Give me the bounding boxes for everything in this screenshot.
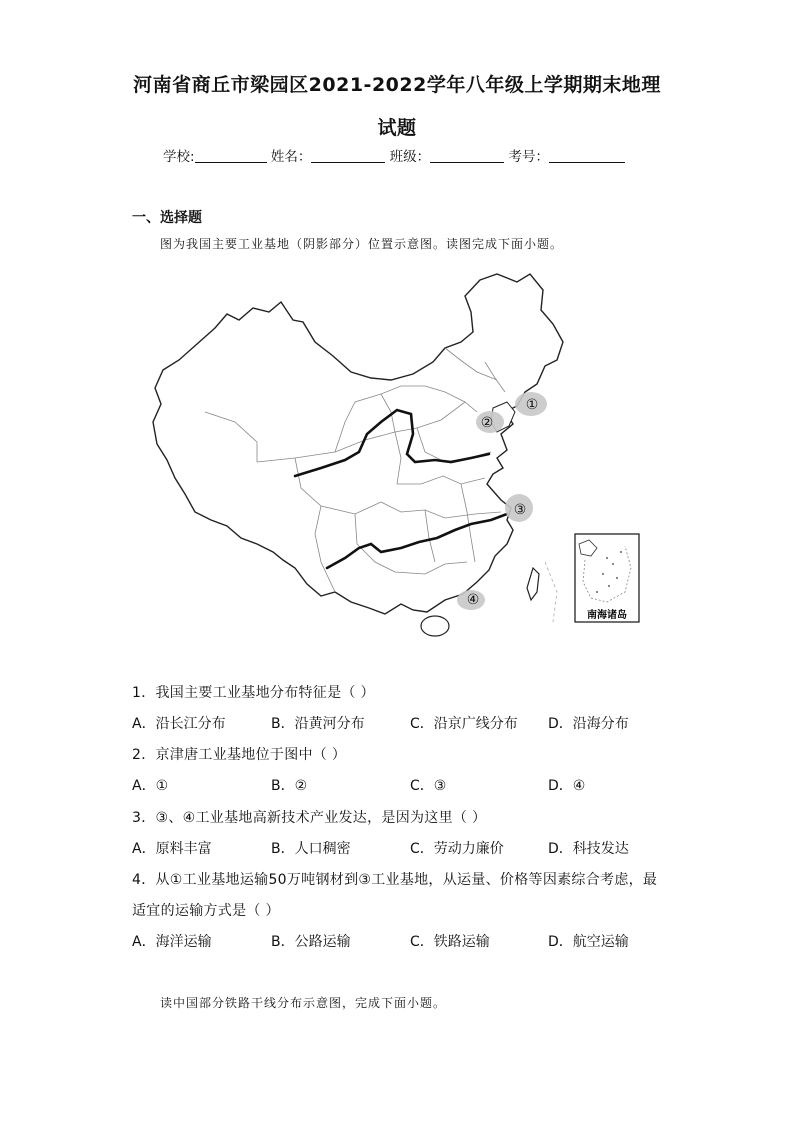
q2-option-a[interactable]: A．① [132, 778, 169, 794]
q4-option-b[interactable]: B．公路运输 [271, 934, 351, 950]
school-label: 学校: [163, 149, 195, 165]
question-4-stem-cont: 适宜的运输方式是（ ） [132, 903, 280, 919]
school-blank[interactable] [195, 149, 267, 163]
marker-3: ③ [513, 502, 527, 518]
q1-option-c[interactable]: C．沿京广线分布 [410, 716, 518, 732]
class-blank[interactable] [430, 149, 504, 163]
marker-1: ① [525, 397, 539, 413]
q4-option-d[interactable]: D．航空运输 [548, 934, 629, 950]
q3-option-c[interactable]: C．劳动力廉价 [410, 841, 504, 857]
question-4-stem: 4．从①工业基地运输50万吨钢材到③工业基地，从运量、价格等因素综合考虑，最 [132, 872, 658, 888]
marker-2: ② [480, 415, 494, 431]
china-outline [153, 274, 563, 614]
question-intro: 图为我国主要工业基地（阴影部分）位置示意图。读图完成下面小题。 [160, 237, 564, 251]
china-map-svg [145, 262, 645, 662]
q1-option-a[interactable]: A．沿长江分布 [132, 716, 226, 732]
question-2-stem: 2．京津唐工业基地位于图中（ ） [132, 747, 347, 763]
question-1-stem: 1．我国主要工业基地分布特征是（ ） [132, 685, 375, 701]
page-title-line2: 试题 [377, 117, 417, 139]
q1-option-b[interactable]: B．沿黄河分布 [271, 716, 365, 732]
question-3-stem: 3．③、④工业基地高新技术产业发达，是因为这里（ ） [132, 810, 487, 826]
student-info-row [163, 145, 625, 165]
china-map [145, 262, 645, 662]
taiwan-island [527, 568, 539, 600]
name-label: 姓名： [270, 149, 312, 165]
next-question-intro: 读中国部分铁路干线分布示意图，完成下面小题。 [160, 996, 447, 1010]
q4-option-a[interactable]: A．海洋运输 [132, 934, 212, 950]
exam-no-label: 考号： [508, 149, 549, 165]
hainan-island [421, 616, 449, 636]
q2-option-d[interactable]: D．④ [548, 778, 586, 794]
q3-option-d[interactable]: D．科技发达 [548, 841, 629, 857]
q2-option-b[interactable]: B．② [271, 778, 308, 794]
name-blank[interactable] [311, 149, 385, 163]
q2-option-c[interactable]: C．③ [410, 778, 447, 794]
section-heading: 一、选择题 [132, 210, 202, 226]
q4-option-c[interactable]: C．铁路运输 [410, 934, 490, 950]
class-label: 班级： [389, 149, 431, 165]
page-title: 河南省商丘市梁园区2021-2022学年八年级上学期期末地理 [133, 74, 661, 96]
q3-option-b[interactable]: B．人口稠密 [271, 841, 351, 857]
marker-4: ④ [466, 592, 480, 608]
q3-option-a[interactable]: A．原料丰富 [132, 841, 212, 857]
exam-no-blank[interactable] [549, 149, 625, 163]
q1-option-d[interactable]: D．沿海分布 [548, 716, 629, 732]
south-china-sea-inset [575, 534, 639, 622]
inset-label: 南海诸岛 [587, 610, 627, 621]
